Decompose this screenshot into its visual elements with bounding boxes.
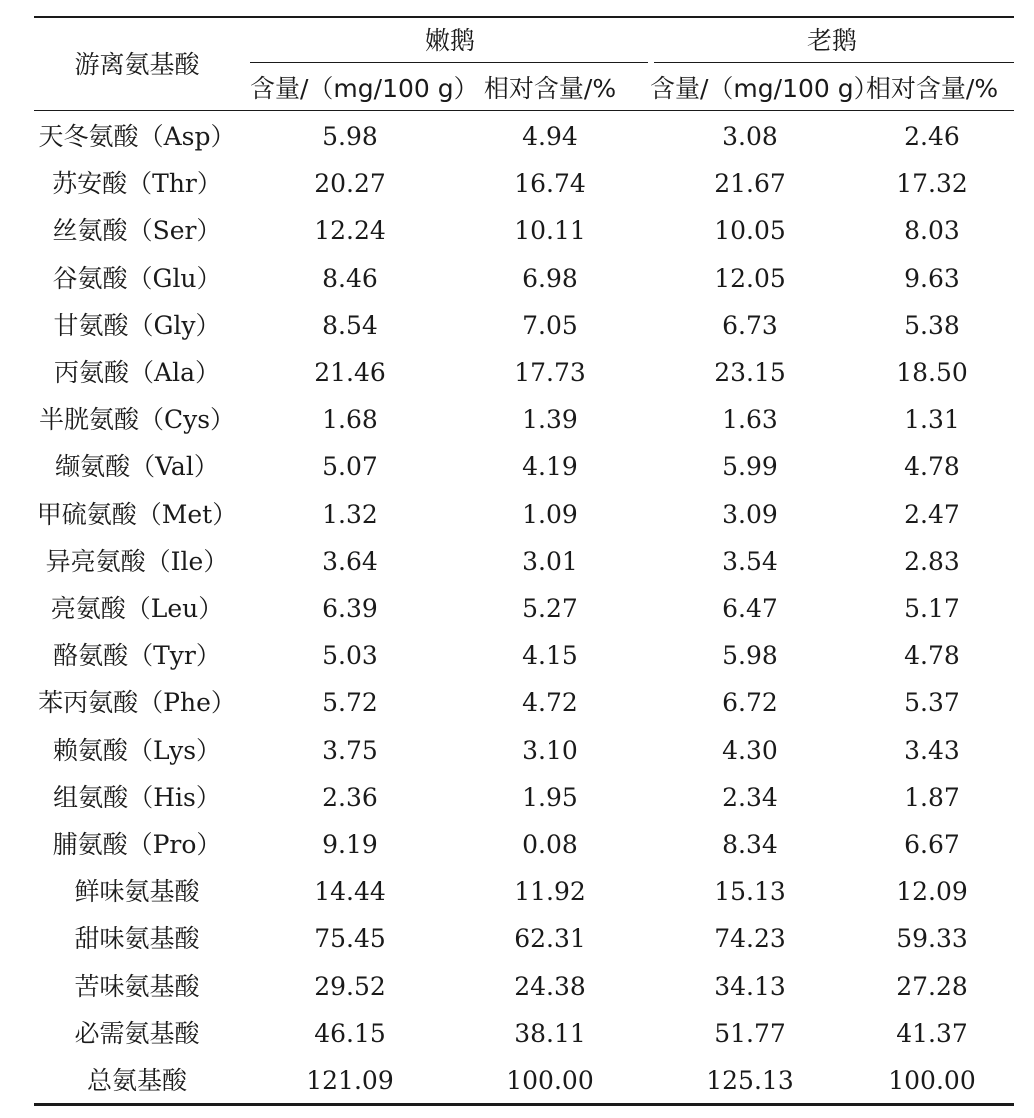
tender-content-cell: 9.19 — [322, 830, 378, 859]
old-relative-cell: 8.03 — [904, 216, 960, 246]
tender-relative-cell: 11.92 — [514, 877, 586, 907]
amino-acid-abbr: （Ala） — [129, 358, 220, 387]
tender-relative-cell: 100.00 — [506, 1066, 594, 1095]
amino-acid-abbr: （Glu） — [127, 263, 222, 293]
table-row — [34, 727, 1014, 774]
amino-acid-abbr: （His） — [128, 782, 221, 812]
tender-content-cell: 5.72 — [322, 688, 378, 718]
amino-acid-label — [34, 255, 240, 302]
table-row — [34, 396, 1014, 443]
table-top-rule — [34, 16, 1014, 18]
amino-acid-name: 丙氨酸 — [54, 358, 130, 387]
tender-relative-cell: 4.94 — [522, 122, 578, 151]
old-relative-cell: 17.32 — [896, 169, 968, 199]
amino-acid-name: 必需氨基酸 — [74, 1018, 200, 1048]
old-content-cell: 74.23 — [714, 924, 786, 954]
amino-acid-label — [34, 915, 240, 962]
amino-acid-abbr: （Ile） — [145, 546, 229, 576]
tender-content-cell: 2.36 — [322, 782, 378, 812]
amino-acid-label — [34, 349, 240, 396]
tender-content-cell: 8.54 — [322, 310, 378, 340]
amino-acid-label — [34, 727, 240, 774]
old-content-cell: 3.08 — [722, 122, 778, 151]
tender-relative-cell: 4.72 — [522, 688, 578, 718]
old-relative-cell: 2.46 — [904, 122, 960, 151]
tender-relative-cell: 38.11 — [514, 1018, 586, 1048]
table-row — [34, 255, 1014, 302]
old-content-cell: 15.13 — [714, 877, 786, 907]
tender-relative-cell: 7.05 — [522, 310, 578, 340]
header-content-1: 含量/（mg/100 g） — [250, 74, 479, 103]
old-relative-cell: 2.83 — [904, 546, 960, 576]
table-row — [34, 302, 1014, 349]
amino-acid-label — [34, 1057, 240, 1104]
old-relative-cell: 1.31 — [904, 405, 960, 435]
old-content-cell: 4.30 — [722, 735, 778, 765]
amino-acid-label — [34, 207, 240, 254]
amino-acid-name: 缬氨酸 — [55, 452, 131, 482]
table-row — [34, 774, 1014, 821]
tender-relative-cell: 4.19 — [522, 452, 578, 482]
amino-acid-label — [34, 963, 240, 1010]
amino-acid-name: 苏安酸 — [52, 169, 128, 199]
table-row — [34, 679, 1014, 726]
old-relative-cell: 2.47 — [904, 499, 960, 529]
tender-relative-cell: 24.38 — [514, 971, 586, 1001]
amino-acid-label — [34, 679, 240, 726]
old-relative-cell: 4.78 — [904, 641, 960, 671]
amino-acid-name: 酪氨酸 — [53, 641, 129, 671]
tender-relative-cell: 10.11 — [514, 216, 586, 246]
old-relative-cell: 3.43 — [904, 735, 960, 765]
amino-acid-abbr: （Tyr） — [128, 641, 221, 671]
table-row — [34, 632, 1014, 679]
table-row — [34, 443, 1014, 490]
old-content-cell: 21.67 — [714, 169, 786, 199]
tender-content-cell: 8.46 — [322, 263, 378, 293]
old-content-cell: 3.54 — [722, 546, 778, 576]
old-relative-cell: 59.33 — [896, 924, 968, 954]
amino-acid-name: 亮氨酸 — [50, 594, 126, 623]
tender-relative-cell: 17.73 — [514, 358, 586, 387]
tender-relative-cell: 1.09 — [522, 499, 578, 529]
tender-relative-cell: 0.08 — [522, 830, 578, 859]
amino-acid-label — [34, 302, 240, 349]
old-relative-cell: 100.00 — [888, 1066, 976, 1095]
amino-acid-name: 半胱氨酸 — [38, 405, 139, 435]
old-relative-cell: 18.50 — [896, 358, 968, 387]
amino-acid-label — [34, 632, 240, 679]
tender-content-cell: 29.52 — [314, 971, 386, 1001]
group-rule-old-goose — [654, 62, 1014, 63]
amino-acid-name: 苯丙氨酸 — [38, 688, 139, 718]
old-content-cell: 5.99 — [722, 452, 778, 482]
old-content-cell: 8.34 — [722, 830, 778, 859]
amino-acid-label — [34, 491, 240, 538]
old-content-cell: 34.13 — [714, 971, 786, 1001]
amino-acid-abbr: （Ser） — [127, 216, 222, 246]
tender-relative-cell: 1.95 — [522, 782, 578, 812]
amino-acid-name: 甘氨酸 — [53, 310, 129, 340]
tender-content-cell: 1.32 — [322, 499, 378, 529]
amino-acid-name: 组氨酸 — [53, 782, 129, 812]
group-rule-tender-goose — [250, 62, 648, 63]
amino-acid-label — [34, 443, 240, 490]
table-bottom-rule — [34, 1103, 1014, 1106]
header-relative-2: 相对含量/% — [865, 74, 999, 103]
amino-acid-name: 甲硫氨酸 — [36, 499, 137, 529]
amino-acid-label — [34, 1010, 240, 1057]
header-group-tender-goose: 嫩鹅 — [424, 26, 475, 55]
tender-content-cell: 12.24 — [314, 216, 386, 246]
amino-acid-abbr: （Cys） — [138, 405, 236, 435]
tender-content-cell: 121.09 — [306, 1066, 394, 1095]
amino-acid-name: 总氨基酸 — [86, 1066, 187, 1095]
table-row — [34, 113, 1014, 160]
old-relative-cell: 1.87 — [904, 782, 960, 812]
old-content-cell: 12.05 — [714, 263, 786, 293]
amino-acid-label — [34, 868, 240, 915]
tender-relative-cell: 62.31 — [514, 924, 586, 954]
old-content-cell: 10.05 — [714, 216, 786, 246]
amino-acid-abbr: （Phe） — [138, 688, 236, 718]
tender-relative-cell: 16.74 — [514, 169, 586, 199]
tender-content-cell: 5.03 — [322, 641, 378, 671]
table-row — [34, 160, 1014, 207]
old-content-cell: 1.63 — [722, 405, 778, 435]
old-content-cell: 2.34 — [722, 782, 778, 812]
old-relative-cell: 5.17 — [904, 594, 960, 623]
tender-relative-cell: 1.39 — [522, 405, 578, 435]
table-row — [34, 915, 1014, 962]
header-bottom-rule — [34, 110, 1014, 111]
amino-acid-name: 鲜味氨基酸 — [74, 877, 200, 907]
amino-acid-label — [34, 585, 240, 632]
tender-content-cell: 3.64 — [322, 546, 378, 576]
tender-relative-cell: 5.27 — [522, 594, 578, 623]
old-content-cell: 23.15 — [714, 358, 786, 387]
tender-content-cell: 6.39 — [322, 594, 378, 623]
amino-acid-name: 谷氨酸 — [52, 263, 128, 293]
header-group-old-goose: 老鹅 — [806, 26, 857, 55]
tender-content-cell: 5.98 — [322, 122, 378, 151]
header-content-2: 含量/（mg/100 g） — [650, 74, 879, 103]
old-content-cell: 3.09 — [722, 499, 778, 529]
amino-acid-name: 赖氨酸 — [52, 735, 128, 765]
table-row — [34, 963, 1014, 1010]
amino-acid-abbr: （Met） — [136, 499, 238, 529]
header-row-label: 游离氨基酸 — [74, 50, 200, 79]
table-row — [34, 349, 1014, 396]
amino-acid-label — [34, 396, 240, 443]
amino-acid-abbr: （Gly） — [128, 310, 221, 340]
tender-content-cell: 21.46 — [314, 358, 386, 387]
old-content-cell: 5.98 — [722, 641, 778, 671]
amino-acid-label — [34, 821, 240, 868]
amino-acid-label — [34, 538, 240, 585]
tender-relative-cell: 6.98 — [522, 263, 578, 293]
old-relative-cell: 27.28 — [896, 971, 968, 1001]
tender-content-cell: 75.45 — [314, 924, 386, 954]
old-content-cell: 6.72 — [722, 688, 778, 718]
amino-acid-abbr: （Thr） — [127, 169, 222, 199]
old-content-cell: 6.47 — [722, 594, 778, 623]
amino-acid-name: 丝氨酸 — [52, 216, 128, 246]
old-relative-cell: 4.78 — [904, 452, 960, 482]
old-relative-cell: 6.67 — [904, 830, 960, 859]
tender-content-cell: 14.44 — [314, 877, 386, 907]
old-content-cell: 6.73 — [722, 310, 778, 340]
amino-acid-abbr: （Lys） — [127, 735, 222, 765]
tender-content-cell: 1.68 — [322, 405, 378, 435]
table-row — [34, 207, 1014, 254]
tender-relative-cell: 3.10 — [522, 735, 578, 765]
table-row — [34, 1057, 1014, 1104]
amino-acid-name: 苦味氨基酸 — [74, 971, 200, 1001]
table-row — [34, 1010, 1014, 1057]
amino-acid-name: 异亮氨酸 — [45, 546, 146, 576]
table-row — [34, 491, 1014, 538]
tender-content-cell: 46.15 — [314, 1018, 386, 1048]
old-relative-cell: 5.38 — [904, 310, 960, 340]
tender-content-cell: 20.27 — [314, 169, 386, 199]
amino-acid-name: 脯氨酸 — [52, 830, 128, 859]
old-relative-cell: 12.09 — [896, 877, 968, 907]
table-row — [34, 868, 1014, 915]
amino-acid-abbr: （Val） — [130, 452, 219, 482]
old-content-cell: 125.13 — [706, 1066, 794, 1095]
amino-acid-abbr: （Asp） — [138, 122, 236, 151]
amino-acid-label — [34, 113, 240, 160]
tender-content-cell: 3.75 — [322, 735, 378, 765]
amino-acid-name: 甜味氨基酸 — [74, 924, 200, 954]
amino-acid-label — [34, 774, 240, 821]
tender-content-cell: 5.07 — [322, 452, 378, 482]
amino-acid-abbr: （Pro） — [127, 830, 222, 859]
old-content-cell: 51.77 — [714, 1018, 786, 1048]
old-relative-cell: 9.63 — [904, 263, 960, 293]
table-row — [34, 585, 1014, 632]
header-relative-1: 相对含量/% — [483, 74, 617, 103]
table-row — [34, 538, 1014, 585]
tender-relative-cell: 4.15 — [522, 641, 578, 671]
old-relative-cell: 41.37 — [896, 1018, 968, 1048]
tender-relative-cell: 3.01 — [522, 546, 578, 576]
amino-acid-abbr: （Leu） — [125, 594, 224, 623]
old-relative-cell: 5.37 — [904, 688, 960, 718]
table-row — [34, 821, 1014, 868]
amino-acid-name: 天冬氨酸 — [38, 122, 139, 151]
amino-acid-label — [34, 160, 240, 207]
